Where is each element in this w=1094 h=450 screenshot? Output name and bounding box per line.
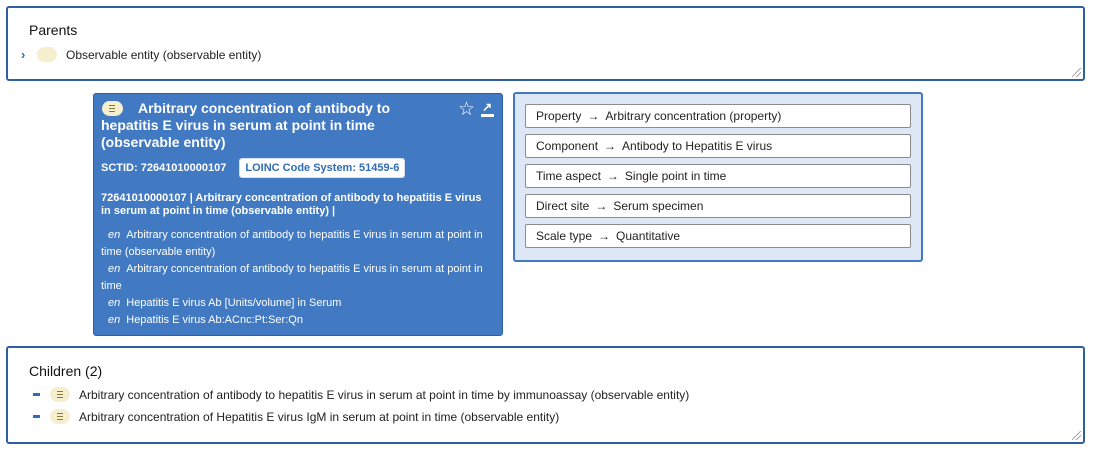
language-tag: en — [108, 229, 121, 241]
collapse-icon[interactable] — [33, 393, 40, 396]
description-text: Arbitrary concentration of antibody to hepatitis E virus in serum at point in time — [101, 263, 483, 292]
relationship-item[interactable] — [525, 224, 911, 248]
description-text: Arbitrary concentration of antibody to hepatitis E virus in serum at point in time (observable entity) — [101, 229, 483, 258]
primitive-concept-icon — [50, 387, 70, 402]
relationship-target[interactable]: Serum specimen — [613, 199, 704, 213]
relationships-panel — [513, 92, 923, 262]
parents-panel — [6, 6, 1085, 81]
arrow-right-icon: → — [604, 139, 617, 153]
child-item-label[interactable]: Arbitrary concentration of Hepatitis E virus IgM in serum at point in time (observable entity) — [79, 409, 560, 424]
relationship-target[interactable]: Arbitrary concentration (property) — [605, 109, 782, 123]
relationship-item[interactable] — [525, 194, 911, 218]
description-text: Hepatitis E virus Ab:ACnc:Pt:Ser:Qn — [126, 314, 303, 326]
sctid-label: SCTID: 72641010000107 — [101, 162, 227, 174]
parents-title: Parents — [29, 22, 78, 38]
relationship-target[interactable]: Single point in time — [624, 169, 727, 183]
concept-card — [93, 93, 503, 336]
language-tag: en — [108, 297, 121, 309]
language-tag: en — [108, 263, 121, 275]
concept-title: Arbitrary concentration of antibody to hepatitis E virus in serum at point in time (observable entity) — [101, 100, 391, 150]
resize-handle[interactable] — [1072, 68, 1081, 77]
child-item[interactable] — [33, 409, 559, 424]
children-title: Children (2) — [29, 363, 103, 379]
relationship-item[interactable] — [525, 104, 911, 128]
child-item[interactable] — [33, 387, 689, 402]
chevron-right-icon[interactable]: › — [21, 47, 26, 62]
description-item — [101, 261, 496, 295]
loinc-badge[interactable]: LOINC Code System: 51459-6 — [239, 158, 405, 178]
star-icon[interactable]: ☆ — [457, 99, 475, 120]
relationship-item[interactable] — [525, 164, 911, 188]
arrow-right-icon: → — [598, 229, 611, 243]
description-text: Hepatitis E virus Ab [Units/volume] in Serum — [126, 297, 342, 309]
fsn-line: 72641010000107 | Arbitrary concentration of antibody to hepatitis E virus in serum at point in time (observable entity) | — [101, 192, 482, 217]
primitive-concept-icon — [50, 409, 70, 424]
relationship-item[interactable] — [525, 134, 911, 158]
description-item — [101, 295, 496, 312]
relationship-type: Scale type — [536, 229, 593, 243]
description-item — [101, 312, 496, 329]
relationship-type: Time aspect — [536, 169, 601, 183]
export-icon[interactable] — [481, 104, 494, 117]
children-panel — [6, 346, 1085, 444]
parent-item-label[interactable]: Observable entity (observable entity) — [66, 47, 262, 62]
relationship-type: Direct site — [536, 199, 590, 213]
description-item — [101, 227, 496, 261]
arrow-right-icon: → — [587, 109, 600, 123]
concept-pill-icon — [37, 47, 57, 62]
relationship-type: Component — [536, 139, 599, 153]
collapse-icon[interactable] — [33, 415, 40, 418]
relationship-target[interactable]: Antibody to Hepatitis E virus — [622, 139, 773, 153]
arrow-right-icon: → — [595, 199, 608, 213]
resize-handle[interactable] — [1072, 431, 1081, 440]
language-tag: en — [108, 314, 121, 326]
child-item-label[interactable]: Arbitrary concentration of antibody to hepatitis E virus in serum at point in time by immunoassay (observable entity) — [79, 387, 690, 402]
relationship-target[interactable]: Quantitative — [616, 229, 681, 243]
parent-item[interactable] — [21, 47, 261, 62]
descriptions-list — [101, 227, 496, 329]
relationship-type: Property — [536, 109, 582, 123]
arrow-right-icon: → — [606, 169, 619, 183]
